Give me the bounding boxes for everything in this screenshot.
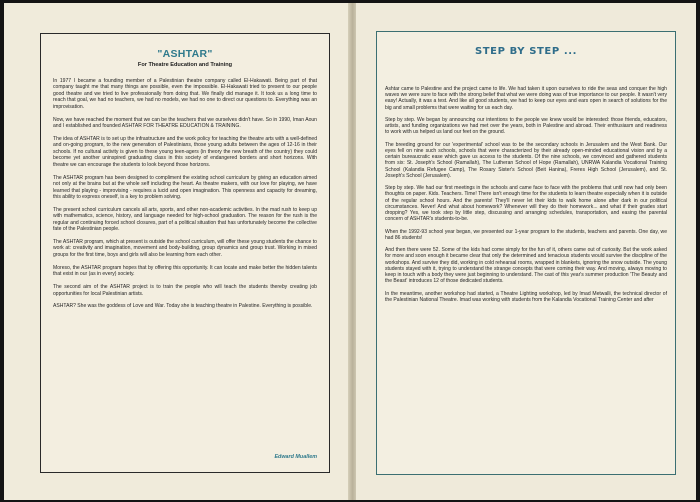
- left-paragraph: The ASHTAR program has been designed to compliment the existing school curriculum by giving an education aimed not only at the brains but at the whole self including the heart. As theatre makers, with our love for playing, we have learned that playing - improvising - requires a lucid and open imagination. This openness and capacity for dreaming, this ability to express oneself, is a key to problem solving.: [53, 174, 317, 200]
- right-paragraph: Step by step. We had our first meetings in the schools and came face to face with the problems that until now had only been thoughts on paper. Kids. Teachers. Time! There isn't enough time for the students to learn theatre especially when it is outside of the regular school hours. And the parents! They'll never let their kids to walk home alone after dark in our political circumstances. Never! And what about homework? Whenever will they do their homework... and what if their grades start dropping? Yes, we took step by little step, discussing and arranging schedules, transportation, and easing the parental concern of ASHTAR's students-to-be.: [385, 185, 667, 223]
- left-page-body: [53, 78, 317, 316]
- left-paragraph: The ASHTAR program, which at present is outside the school curriculum, will offer these young students the chance to work at: creativity and imagination, movement and body-building, group dynamics and group trust. Working in mixed groups for the first time, boys and girls will also be learning from each other.: [53, 239, 317, 258]
- left-paragraph: The idea of ASHTAR is to set up the infrastructure and the work policy for teaching the theatre arts with a well-defined and on-going program, to the new generation of Palestinians, those young adults between the ages of 12-16 in their schools. If no cultural activity is given to these young teen-agers (in theory the new breath of the country) they could become yet another uninspired graduating class in this society of endangered borders and short horizons. With theatre we can encourage the students to look beyond those horizons.: [53, 135, 317, 168]
- left-paragraph: ASHTAR? She was the goddess of Love and War. Today she is teaching theatre in Palestine. Everything is possible.: [53, 303, 313, 310]
- right-page: [356, 3, 696, 500]
- left-paragraph: In 1977 I became a founding member of a Palestinian theatre company called El-Hakawati. Being part of that company taught me that many things are possible, even the impossible. El-Hakawati tried to present to our people good theatre and we tried to live professionally from doing that. We finally did manage it. It took us a long time to reach that goal, we had no teachers, we had no models, we had no one to direct our questions to. Everything was an improvisation.: [53, 78, 317, 110]
- left-page-title: "ASHTAR": [157, 48, 213, 60]
- left-text-frame: [40, 33, 330, 473]
- right-text-frame: [376, 31, 676, 475]
- booklet-spread: [4, 3, 696, 500]
- right-page-body: [385, 86, 667, 309]
- left-paragraph: Now, we have reached the moment that we can be the teachers that we ourselves didn't have. So in 1990, Iman Aoun and I established and founded ASHTAR FOR THEATRE EDUCATION & TRAINING.: [53, 116, 317, 130]
- right-paragraph: In the meantime, another workshop had started, a Theatre Lighting workshop, led by Imad Metwalli, the technical director of the Palestinian National Theatre. Imad was working with students from the Kalandia Vocational Training Center and after: [385, 290, 667, 303]
- right-paragraph: Step by step. We began by announcing our intentions to the people we knew would be interested: those friends, educators, artists, and funding organizations we had met over the years, both in Palestine and abroad. Their enthusiasm and readiness to work with us helped us land our feet on the ground.: [385, 117, 667, 136]
- author-signature: Edward Muallem: [274, 454, 317, 460]
- left-paragraph: Moreso, the ASHTAR program hopes that by offering this opportunity. It can locate and make better the hidden talents that exist in our (as in every) society.: [53, 264, 317, 278]
- right-paragraph: When the 1992-93 school year began, we presented our 1-year program to the students, teachers and parents. One day, we had 86 students!: [385, 228, 667, 241]
- left-page: [4, 3, 350, 500]
- right-page-title: STEP BY STEP ...: [474, 46, 578, 57]
- left-page-subtitle: For Theatre Education and Training: [137, 62, 233, 68]
- right-paragraph: And then there were 52. Some of the kids had come simply for the fun of it, others came out of curiosity. But the work asked for more and soon enough it became clear that only the determined and tenacious students would survive the discipline of the workshops. And survive they did, working in cold rehearsal rooms, wrapped in blankets, ignoring the snow outside. The young students stayed with it, trying to understand the strange concepts that were coming their way. And moving, always moving to keep in touch with a body they were just beginning to understand. The cast of this year's summer production 'The Beauty and the Beast' introduces 12 of those dedicated students.: [385, 247, 667, 285]
- left-paragraph: The present school curriculum cancels all arts, sports, and other non-academic activities. In the mad rush to keep up with mathematics, science, history, and language needed for high-school graduation. The reason for the rush is the regular and continuing forced school closures, part of a political situation that has unfortunately become the collective fate of the Palestinian people.: [53, 206, 317, 233]
- right-paragraph: Ashtar came to Palestine and the project came to life. We had taken it upon ourselves to ride the seas and conquer the high waves we were sure to face with the strong belief that what we were doing was of true importance to our people. It wasn't very easy! Actually, it was a test. And like all good students, we had to keep our eyes and ears open in search of solutions for the big and small problems that were waiting for us each day.: [385, 86, 667, 111]
- right-paragraph: The breeding ground for our 'experimental' school was to be the secondary schools in Jerusalem and the West Bank. Our eyes fell on nine such schools, schools that were characterized by their already open-minded educational vision and by a certain bureaucratic ease which gave us access to the students. Of the nine schools, we convinced and gathered students from six: St. Joseph's School (Ramallah), The Lutheran School of Hope (Ramallah), UNRWA Kalandia Vocational Training School (Kalandia Refugee Camp), The Rosary Sister's School (Beit Hanina), Freres High School (Jerusalem), and St. Joseph's School (Jerusalem).: [385, 141, 667, 179]
- left-paragraph: The second aim of the ASHTAR project is to train the people who will teach the students thereby creating job opportunities for local Palestinian artists.: [53, 284, 317, 297]
